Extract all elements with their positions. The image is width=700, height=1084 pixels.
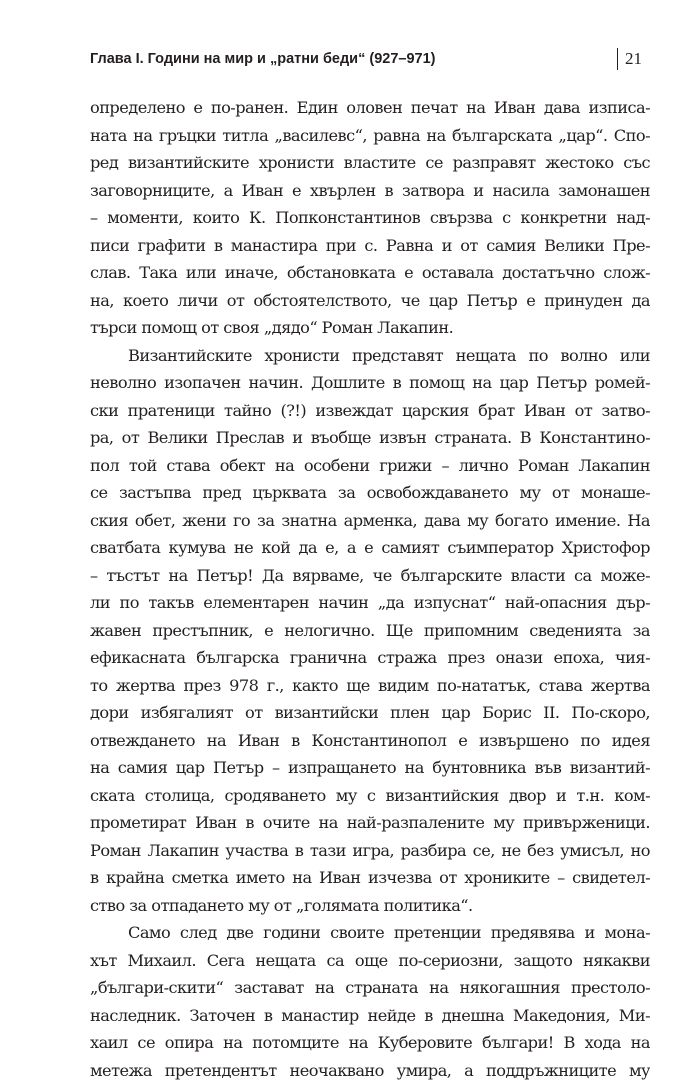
text-line: Византийските хронисти представят нещата по волно или xyxy=(90,342,650,370)
text-line: в крайна сметка името на Иван изчезва от хрониките – свидетел- xyxy=(90,864,650,892)
text-line: сватбата кумува не кой да е, а е самият съимператор Христофор xyxy=(90,534,650,562)
text-line: хаил се опира на потомците на Куберовите българи! В хода на xyxy=(90,1029,650,1057)
text-line: на самия цар Петър – изпращането на бунтовника във византий- xyxy=(90,754,650,782)
text-line: неволно изопачен начин. Дошлите в помощ на цар Петър ромей- xyxy=(90,369,650,397)
text-line: ред византийските хронисти властите се разправят жестоко със xyxy=(90,149,650,177)
text-line: ната на гръцки титла „василевс“, равна на българската „цар“. Спо- xyxy=(90,122,650,150)
body-text xyxy=(90,94,650,1084)
text-line: пол той става обект на особени грижи – лично Роман Лакапин xyxy=(90,452,650,480)
text-line: търси помощ от своя „дядо“ Роман Лакапин. xyxy=(90,314,650,342)
text-line: хът Михаил. Сега нещата са още по-сериозни, защото някакви xyxy=(90,947,650,975)
text-line: ската столица, сродяването му с византийския двор и т.н. ком- xyxy=(90,782,650,810)
running-head-chapter-title: Глава I. Години на мир и „ратни беди“ (927–971) xyxy=(90,48,640,70)
text-line: прометират Иван в очите на най-разпалените му привърженици. xyxy=(90,809,650,837)
text-line: определено е по-ранен. Един оловен печат на Иван дава изписа- xyxy=(90,94,650,122)
text-line: писи графити в манастира при с. Равна и от самия Велики Пре- xyxy=(90,232,650,260)
text-line: слав. Така или иначе, обстановката е оставала достатъчно слож- xyxy=(90,259,650,287)
page-number: 21 xyxy=(617,48,642,70)
text-line: то жертва през 978 г., както ще видим по-нататък, става жертва xyxy=(90,672,650,700)
text-line: Само след две години своите претенции предявява и мона- xyxy=(90,919,650,947)
text-line: – тъстът на Петър! Да вярваме, че българските власти са може- xyxy=(90,562,650,590)
text-line: Роман Лакапин участва в тази игра, разбира се, не без умисъл, но xyxy=(90,837,650,865)
text-line: ския обет, жени го за знатна арменка, дава му богато имение. На xyxy=(90,507,650,535)
text-line: се застъпва пред църквата за освобождаването му от монаше- xyxy=(90,479,650,507)
text-line: заговорниците, а Иван е хвърлен в затвора и насила замонашен xyxy=(90,177,650,205)
text-line: ра, от Велики Преслав и въобще извън страната. В Константино- xyxy=(90,424,650,452)
text-line: на, което личи от обстоятелството, че цар Петър е принуден да xyxy=(90,287,650,315)
text-line: ефикасната българска гранична стража през онази епоха, чия- xyxy=(90,644,650,672)
text-line: ли по такъв елементарен начин „да изпуснат“ най-опасния дър- xyxy=(90,589,650,617)
text-line: „българи-скити“ застават на страната на някогашния престоло- xyxy=(90,974,650,1002)
text-line: дори избягалият от византийски плен цар Борис II. По-скоро, xyxy=(90,699,650,727)
text-line: метежа претендентът неочаквано умира, а поддръжниците му xyxy=(90,1057,650,1084)
text-line: ство за отпадането му от „голямата политика“. xyxy=(90,892,650,920)
text-line: отвеждането на Иван в Константинопол е извършено по идея xyxy=(90,727,650,755)
text-line: ски пратеници тайно (?!) извеждат царския брат Иван от затво- xyxy=(90,397,650,425)
text-line: наследник. Заточен в манастир нейде в днешна Македония, Ми- xyxy=(90,1002,650,1030)
text-line: жавен престъпник, е нелогично. Ще припомним сведенията за xyxy=(90,617,650,645)
text-line: – моменти, които К. Попконстантинов свързва с конкретни над- xyxy=(90,204,650,232)
